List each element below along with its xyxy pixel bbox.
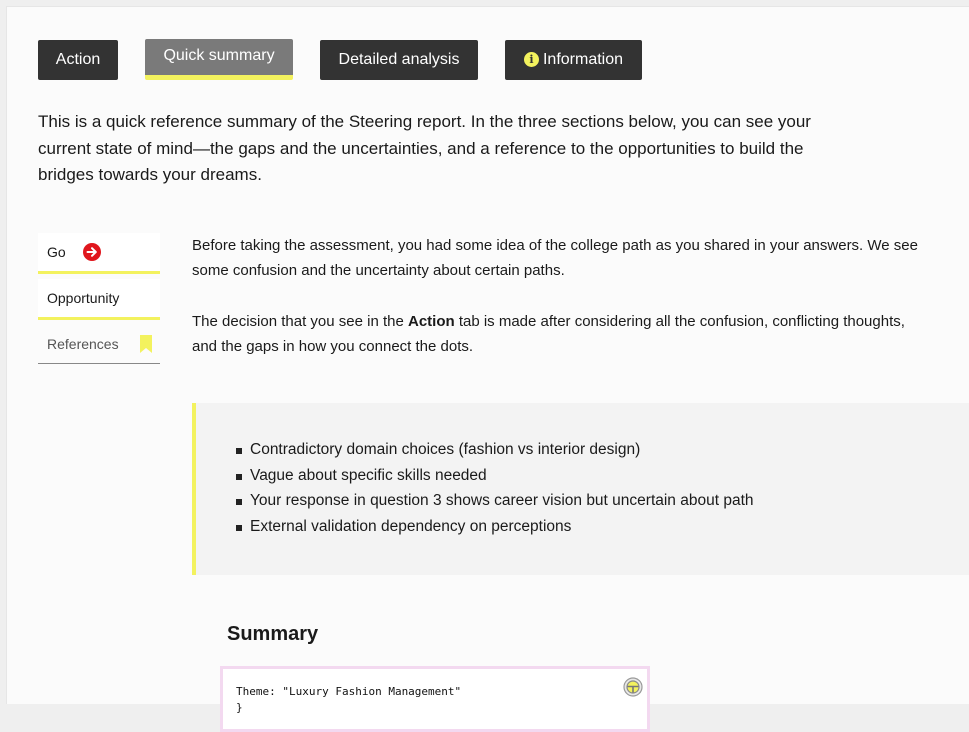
- summary-code-box: [220, 666, 650, 732]
- tab-information[interactable]: [505, 40, 642, 80]
- content-paragraph-1: Before taking the assessment, you had some idea of the college path as you shared in your answers. We see some confusion and the uncertainty about certain paths.: [192, 237, 918, 279]
- tab-detailed-analysis[interactable]: [320, 40, 478, 80]
- tab-detailed-analysis-label: Detailed analysis: [338, 51, 460, 68]
- arrow-right-circle-icon: [83, 243, 101, 261]
- sidenav-item-opportunity-label: Opportunity: [47, 290, 120, 306]
- content-paragraph-2-start: The decision that you see in the: [192, 313, 408, 330]
- tab-quick-summary-label: Quick summary: [163, 47, 275, 64]
- sidenav-item-opportunity[interactable]: [38, 279, 160, 320]
- page: [6, 6, 969, 714]
- code-line: Theme: "Luxury Fashion Management": [236, 685, 462, 698]
- action-tab-reference: Action: [407, 313, 455, 330]
- sidenav-item-references-label: References: [47, 336, 119, 352]
- side-navigation: [38, 233, 160, 369]
- content-section: [192, 233, 922, 385]
- intro-text: This is a quick reference summary of the Steering report. In the three sections below, you can see your current state of mind—the gaps and the uncertainties, and a reference to the opportunities to build the bridges towards your dreams.: [38, 112, 811, 184]
- tab-quick-summary[interactable]: [145, 39, 293, 80]
- list-item: Your response in question 3 shows career vision but uncertain about path: [234, 488, 754, 514]
- sidenav-item-references[interactable]: [38, 325, 160, 364]
- sidenav-item-go-label: Go: [47, 244, 66, 260]
- list-item: Contradictory domain choices (fashion vs interior design): [234, 437, 754, 463]
- list-item: Vague about specific skills needed: [234, 463, 754, 489]
- tab-information-label: Information: [542, 51, 624, 68]
- content-paragraph-2: [192, 309, 922, 359]
- info-icon: i: [524, 52, 539, 67]
- steering-wheel-icon[interactable]: [623, 677, 643, 697]
- gaps-panel: [192, 403, 969, 575]
- sidenav-item-go[interactable]: [38, 233, 160, 274]
- summary-heading: Summary: [227, 623, 319, 645]
- code-line: }: [236, 701, 243, 714]
- bookmark-icon: [139, 335, 153, 353]
- content-paragraph-2-end: tab is made after considering all the confusion, conflicting thoughts, and the gaps in how you connect the dots.: [192, 313, 905, 355]
- list-item: External validation dependency on perceptions: [234, 514, 754, 540]
- gaps-list: [234, 437, 754, 539]
- tab-action[interactable]: [38, 40, 118, 80]
- tab-action-label: Action: [55, 51, 101, 68]
